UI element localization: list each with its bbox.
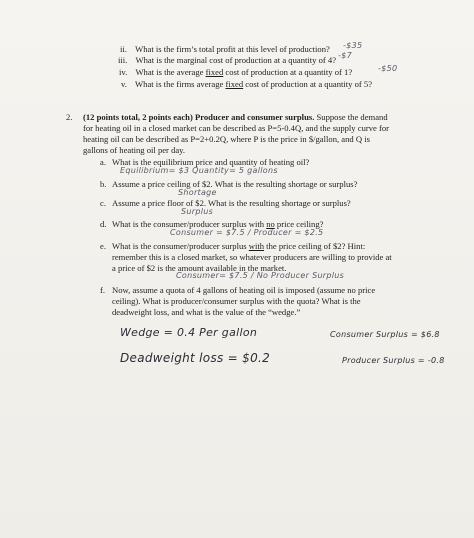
question-v-number: v. — [121, 79, 127, 89]
deadweight-loss-handwritten: Deadweight loss = $0.2 — [120, 351, 271, 365]
wedge-answer-handwritten: Wedge = 0.4 Per gallon — [120, 326, 258, 339]
part-b-answer-handwritten: Shortage — [178, 188, 217, 197]
answer-iv-handwritten: -$50 — [378, 64, 398, 73]
part-a-answer-handwritten: Equilibrium= $3 Quantity= 5 gallons — [120, 166, 278, 175]
question-v-pre: What is the firms average — [135, 79, 226, 89]
question-2-intro-line2: for heating oil in a closed market can be described as P=5-0.4Q, and the supply curve for — [83, 123, 390, 133]
part-e-underlined: with — [248, 241, 265, 251]
part-f-line3: deadweight loss, and what is the value of the “wedge.” — [112, 307, 301, 317]
question-2-heading: (12 points total, 2 points each) Producer and consumer surplus. — [83, 112, 315, 122]
part-b-label: b. — [100, 179, 107, 189]
question-iv-underlined: fixed — [205, 67, 224, 77]
answer-iii-handwritten: -$7 — [338, 51, 352, 60]
part-d-underlined: no — [266, 219, 275, 229]
part-b-text: Assume a price ceiling of $2. What is the resulting shortage or surplus? — [112, 179, 358, 189]
question-2-number: 2. — [66, 112, 73, 122]
question-ii-number: ii. — [120, 44, 127, 54]
question-iii-number: iii. — [118, 55, 128, 65]
question-2-intro-tail: Suppose the demand — [314, 112, 388, 122]
part-c-label: c. — [100, 198, 106, 208]
part-e-line2: remember this is a closed market, so whatever producers are willing to provide at — [112, 252, 392, 262]
part-e-label: e. — [100, 241, 106, 251]
part-d-answer-handwritten: Consumer = $7.5 / Producer = $2.5 — [170, 228, 324, 237]
part-d-label: d. — [100, 219, 107, 229]
question-iv-post: cost of production at a quantity of 1? — [223, 67, 353, 77]
part-a-text: What is the equilibrium price and quantity of heating oil? — [112, 157, 310, 167]
question-iv — [119, 67, 352, 77]
question-iv-pre: What is the average — [135, 67, 206, 77]
part-e-post: the price ceiling of $2? Hint: — [264, 241, 366, 251]
question-v — [121, 79, 372, 89]
part-d-pre: What is the consumer/producer surplus with — [112, 219, 267, 229]
question-v-underlined: fixed — [225, 79, 244, 89]
question-ii — [120, 44, 330, 54]
question-iv-number: iv. — [119, 67, 128, 77]
question-iv-text — [135, 67, 352, 77]
question-v-post: cost of production at a quantity of 5? — [243, 79, 373, 89]
part-e-answer-handwritten: Consumer= $7.5 / No Producer Surplus — [176, 271, 345, 280]
part-c-answer-handwritten: Surplus — [181, 207, 214, 216]
part-f-label: f. — [100, 285, 106, 295]
part-d-post: price ceiling? — [274, 219, 324, 229]
question-2-intro-line4: gallons of heating oil per day. — [83, 145, 186, 155]
question-ii-text: What is the firm’s total profit at this level of production? — [135, 44, 330, 54]
producer-surplus-handwritten: Producer Surplus = -0.8 — [342, 356, 445, 365]
part-e-line3: a price of $2 is the amount available in the market. — [112, 263, 287, 273]
answer-ii-handwritten: -$35 — [343, 41, 363, 50]
question-iii-text: What is the marginal cost of production at a quantity of 4? — [135, 55, 337, 65]
question-2-intro-line3: heating oil can be described as P=2+0.2Q, where P is the price in $/gallon, and Q is — [83, 134, 370, 144]
question-v-text — [135, 79, 372, 89]
part-e-pre: What is the consumer/producer surplus — [112, 241, 249, 251]
question-2-line1 — [83, 112, 388, 122]
question-iii — [118, 55, 336, 65]
part-f-line2: ceiling). What is producer/consumer surplus with the quota? What is the — [112, 296, 361, 306]
consumer-surplus-handwritten: Consumer Surplus = $6.8 — [330, 330, 440, 339]
part-e-text — [112, 241, 365, 251]
part-c-text: Assume a price floor of $2. What is the resulting shortage or surplus? — [112, 198, 351, 208]
part-f-line1: Now, assume a quota of 4 gallons of heating oil is imposed (assume no price — [112, 285, 376, 295]
part-a-label: a. — [100, 157, 106, 167]
